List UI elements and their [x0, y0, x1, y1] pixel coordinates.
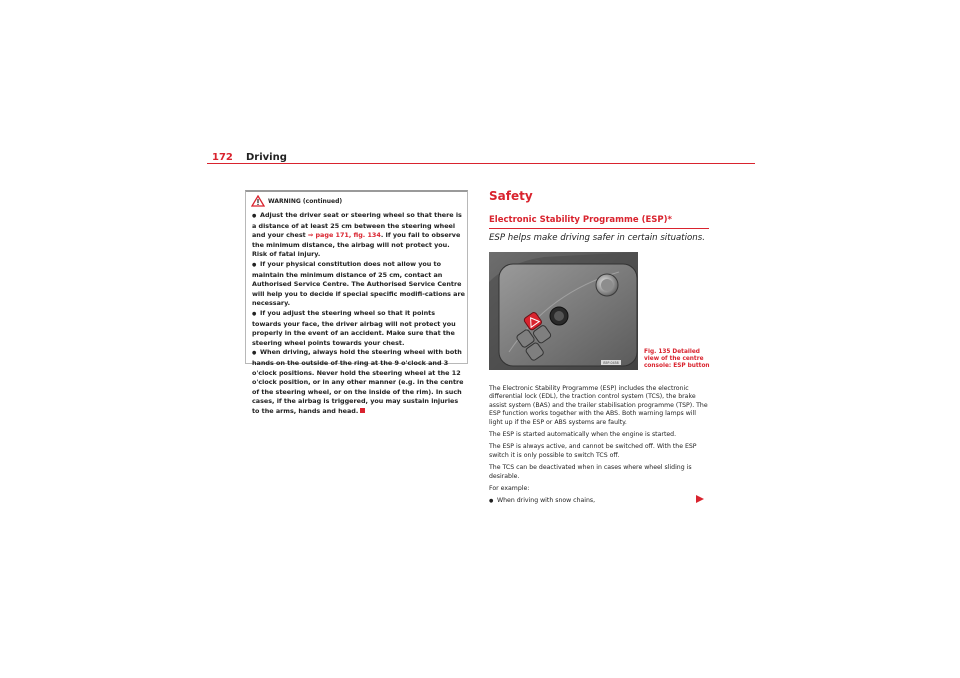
body-bullet-item: [489, 497, 711, 505]
body-paragraph: The ESP is started automatically when the engine is started.: [489, 431, 677, 439]
bullet-icon: ●: [252, 310, 257, 317]
warning-item: [252, 211, 466, 260]
bullet-icon: ●: [489, 498, 494, 505]
section-title: Safety: [489, 189, 533, 203]
warning-item-text: . If you fail to observe the minimum distance, the airbag will not protect you. Risk of fatal injury.: [252, 231, 461, 259]
end-mark-icon: [360, 408, 365, 413]
bullet-icon: ●: [252, 261, 257, 268]
body-paragraph: The TCS can be deactivated when in cases where wheel sliding is desirable.: [489, 464, 692, 480]
figure-code: B5P-0458: [603, 361, 619, 365]
warning-item-text: If your physical constitution does not allow you to maintain the minimum distance of 25 cm, contact an Authorised Service Centre. The Authorised Service Centre will help you to decide if special specific modifi-cations are necessary.: [252, 259, 465, 308]
body-paragraph: The ESP is always active, and cannot be switched off. With the ESP switch it is only possible to switch TCS off.: [489, 443, 697, 459]
warning-triangle-icon: [251, 195, 265, 207]
continue-arrow-icon: [695, 494, 705, 504]
warning-title: WARNING (continued): [268, 197, 343, 205]
warning-box: [245, 190, 468, 415]
subsection-rule: [489, 228, 709, 229]
running-title: Driving: [246, 152, 287, 163]
warning-item: [252, 260, 466, 309]
warning-item: [252, 348, 466, 416]
header-rule: [207, 163, 755, 164]
body-paragraph: The Electronic Stability Programme (ESP) includes the electronic differential lock (EDL), the traction control system (TCS), the brake assist system (BAS) and the trailer stabilisation programme (TSP). The ESP function works together with the ABS. Both warning lamps will light up if the ESP or ABS systems are faulty.: [489, 385, 708, 426]
warning-item-text: When driving, always hold the steering wheel with both hands on the outside of the ring at the 9 o'clock and 3 o'clock positions. Never hold the steering wheel at the 12 o'clock position, or in any other manner (e.g. in the centre of the steering wheel, or on the inside of the rim). In such cases, if the airbag is triggered, you may sustain injuries to the arms, hands and head.: [252, 348, 464, 415]
subsection-title: Electronic Stability Programme (ESP)*: [489, 215, 672, 225]
body-paragraph: For example:: [489, 485, 530, 493]
body-text: [489, 385, 711, 510]
warning-item: [252, 309, 466, 348]
body-bullet-text: When driving with snow chains,: [497, 497, 596, 505]
warning-text: [252, 211, 466, 416]
warning-item-text: Adjust the driver seat or steering wheel so that there is a distance of at least 25 cm between the steering wheel and your chest: [252, 211, 462, 240]
bullet-icon: ●: [252, 213, 257, 219]
esp-button-figure: [489, 252, 638, 370]
warning-header: [251, 195, 342, 207]
figure-caption: Fig. 135 Detailed view of the centre console: ESP button: [644, 349, 710, 369]
warning-item-text: If you adjust the steering wheel so that it points towards your face, the driver airbag will not protect you properly in the event of an accident. Make sure that the steering wheel points towards your chest.: [252, 308, 456, 347]
intro-text: ESP helps make driving safer in certain situations.: [489, 233, 705, 243]
page-reference-link[interactable]: ⇒ page 171, fig. 134: [307, 231, 381, 240]
page-number: 172: [212, 152, 233, 163]
bullet-icon: ●: [252, 350, 257, 357]
